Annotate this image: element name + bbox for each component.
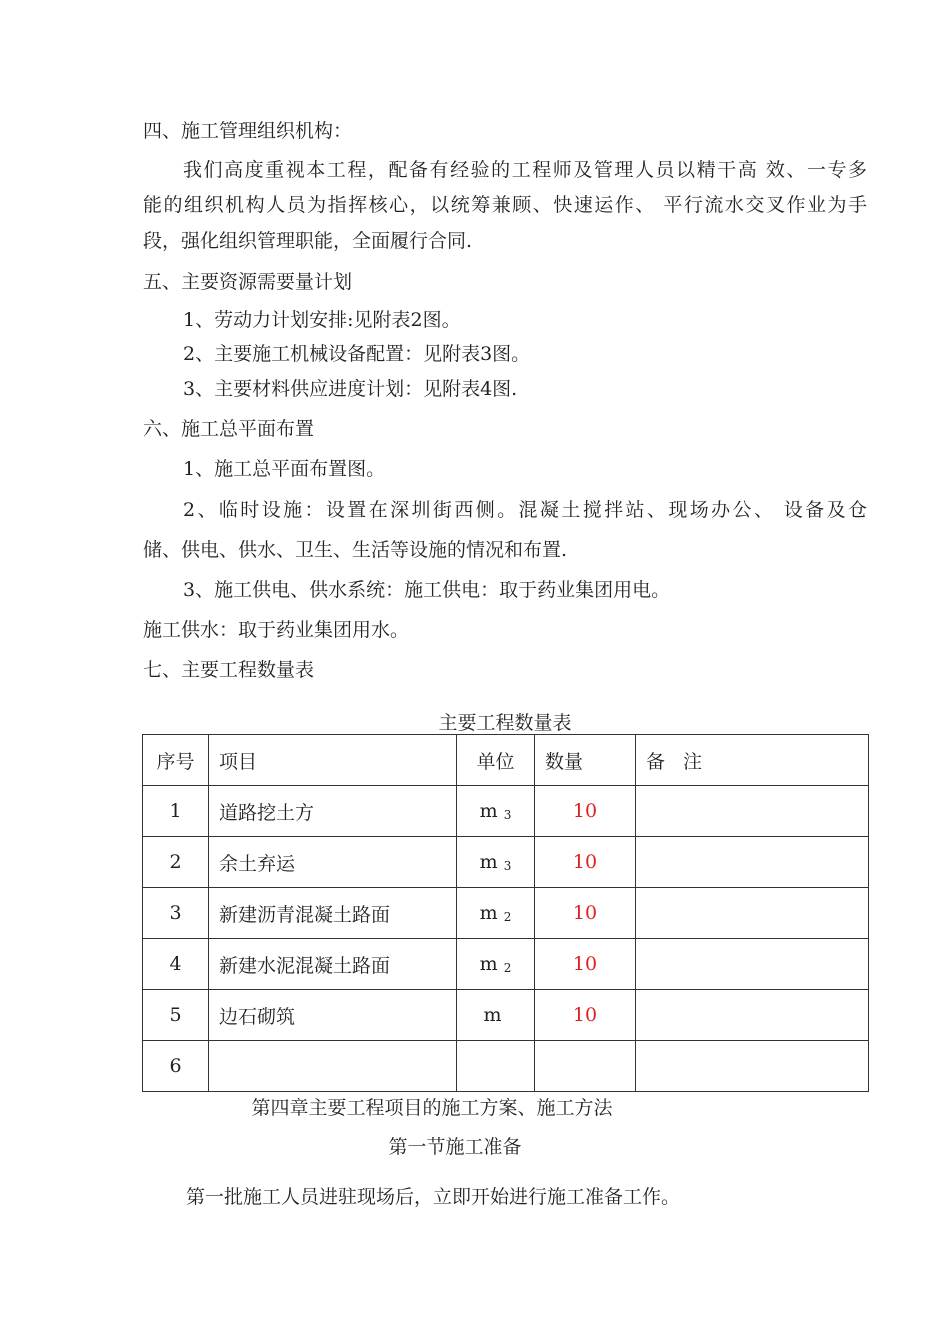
cell-item: 新建水泥混凝土路面: [209, 939, 457, 990]
section-4-paragraph-line-2: 能的组织机构人员为指挥核心，以统筹兼顾、快速运作、 平行流水交叉作业为手: [143, 194, 867, 216]
section-4-heading: 四、施工管理组织机构：: [143, 120, 353, 142]
cell-item: 新建沥青混凝土路面: [209, 888, 457, 939]
cell-note: [636, 786, 869, 837]
unit-symbol: m: [479, 800, 498, 822]
table-row: [143, 939, 869, 990]
chapter-4-paragraph: 第一批施工人员进驻现场后，立即开始进行施工准备工作。: [186, 1186, 681, 1208]
cell-unit: [457, 939, 535, 990]
cell-seq: 3: [143, 888, 209, 939]
cell-note: [636, 888, 869, 939]
cell-seq: 1: [143, 786, 209, 837]
cell-item: 余土弃运: [209, 837, 457, 888]
section-6-item-3: 3、施工供电、供水系统：施工供电：取于药业集团用电。: [183, 579, 671, 601]
unit-exponent: 2: [503, 910, 512, 924]
cell-qty: 10: [535, 888, 636, 939]
header-note: 备 注: [636, 735, 869, 786]
cell-seq: 4: [143, 939, 209, 990]
cell-qty: 10: [535, 786, 636, 837]
cell-qty: [535, 1041, 636, 1092]
cell-note: [636, 1041, 869, 1092]
table-row: [143, 1041, 869, 1092]
header-unit: 单位: [457, 735, 535, 786]
cell-item: [209, 1041, 457, 1092]
section-7-heading: 七、主要工程数量表: [143, 659, 315, 681]
header-item: 项目: [209, 735, 457, 786]
cell-seq: 6: [143, 1041, 209, 1092]
unit-symbol: m: [479, 902, 498, 924]
cell-note: [636, 837, 869, 888]
section-6-item-2-line-1: 2、临时设施：设置在深圳街西侧。混凝土搅拌站、现场办公、 设备及仓: [183, 499, 867, 521]
cell-unit: [457, 786, 535, 837]
table-row: [143, 786, 869, 837]
table-caption: 主要工程数量表: [438, 712, 572, 734]
section-6-item-3-continuation: 施工供水：取于药业集团用水。: [143, 619, 410, 641]
table-header-row: [143, 735, 869, 786]
cell-unit: [457, 990, 535, 1041]
cell-note: [636, 939, 869, 990]
unit-exponent: 3: [503, 808, 512, 822]
section-4-paragraph-line-3: 段，强化组织管理职能，全面履行合同.: [143, 230, 473, 252]
cell-qty: 10: [535, 939, 636, 990]
table-row: [143, 990, 869, 1041]
unit-symbol: m: [479, 851, 498, 873]
quantity-table: [142, 734, 869, 1092]
cell-unit: [457, 888, 535, 939]
section-5-heading: 五、主要资源需要量计划: [143, 271, 353, 293]
chapter-4-title: 第四章主要工程项目的施工方案、施工方法: [251, 1097, 613, 1119]
section-5-item-1: 1、劳动力计划安排:见附表2图。: [183, 309, 461, 331]
section-6-item-1: 1、施工总平面布置图。: [183, 458, 386, 480]
section-5-item-3: 3、主要材料供应进度计划：见附表4图.: [183, 378, 518, 400]
cell-unit: [457, 837, 535, 888]
section-6-heading: 六、施工总平面布置: [143, 418, 315, 440]
table-row: [143, 888, 869, 939]
table-row: [143, 837, 869, 888]
cell-item: 道路挖土方: [209, 786, 457, 837]
header-seq: 序号: [143, 735, 209, 786]
cell-unit: [457, 1041, 535, 1092]
unit-exponent: 2: [503, 961, 512, 975]
section-4-paragraph-line-1: 我们高度重视本工程，配备有经验的工程师及管理人员以精干高 效、一专多: [183, 159, 867, 181]
section-6-item-2-line-2: 储、供电、供水、卫生、生活等设施的情况和布置.: [143, 539, 568, 561]
cell-note: [636, 990, 869, 1041]
section-5-item-2: 2、主要施工机械设备配置：见附表3图。: [183, 343, 531, 365]
cell-seq: 2: [143, 837, 209, 888]
cell-qty: 10: [535, 990, 636, 1041]
cell-seq: 5: [143, 990, 209, 1041]
header-qty: 数量: [535, 735, 636, 786]
cell-item: 边石砌筑: [209, 990, 457, 1041]
unit-symbol: m: [483, 1004, 502, 1026]
section-1-title: 第一节施工准备: [388, 1136, 522, 1158]
cell-qty: 10: [535, 837, 636, 888]
unit-exponent: 3: [503, 859, 512, 873]
unit-symbol: m: [479, 953, 498, 975]
